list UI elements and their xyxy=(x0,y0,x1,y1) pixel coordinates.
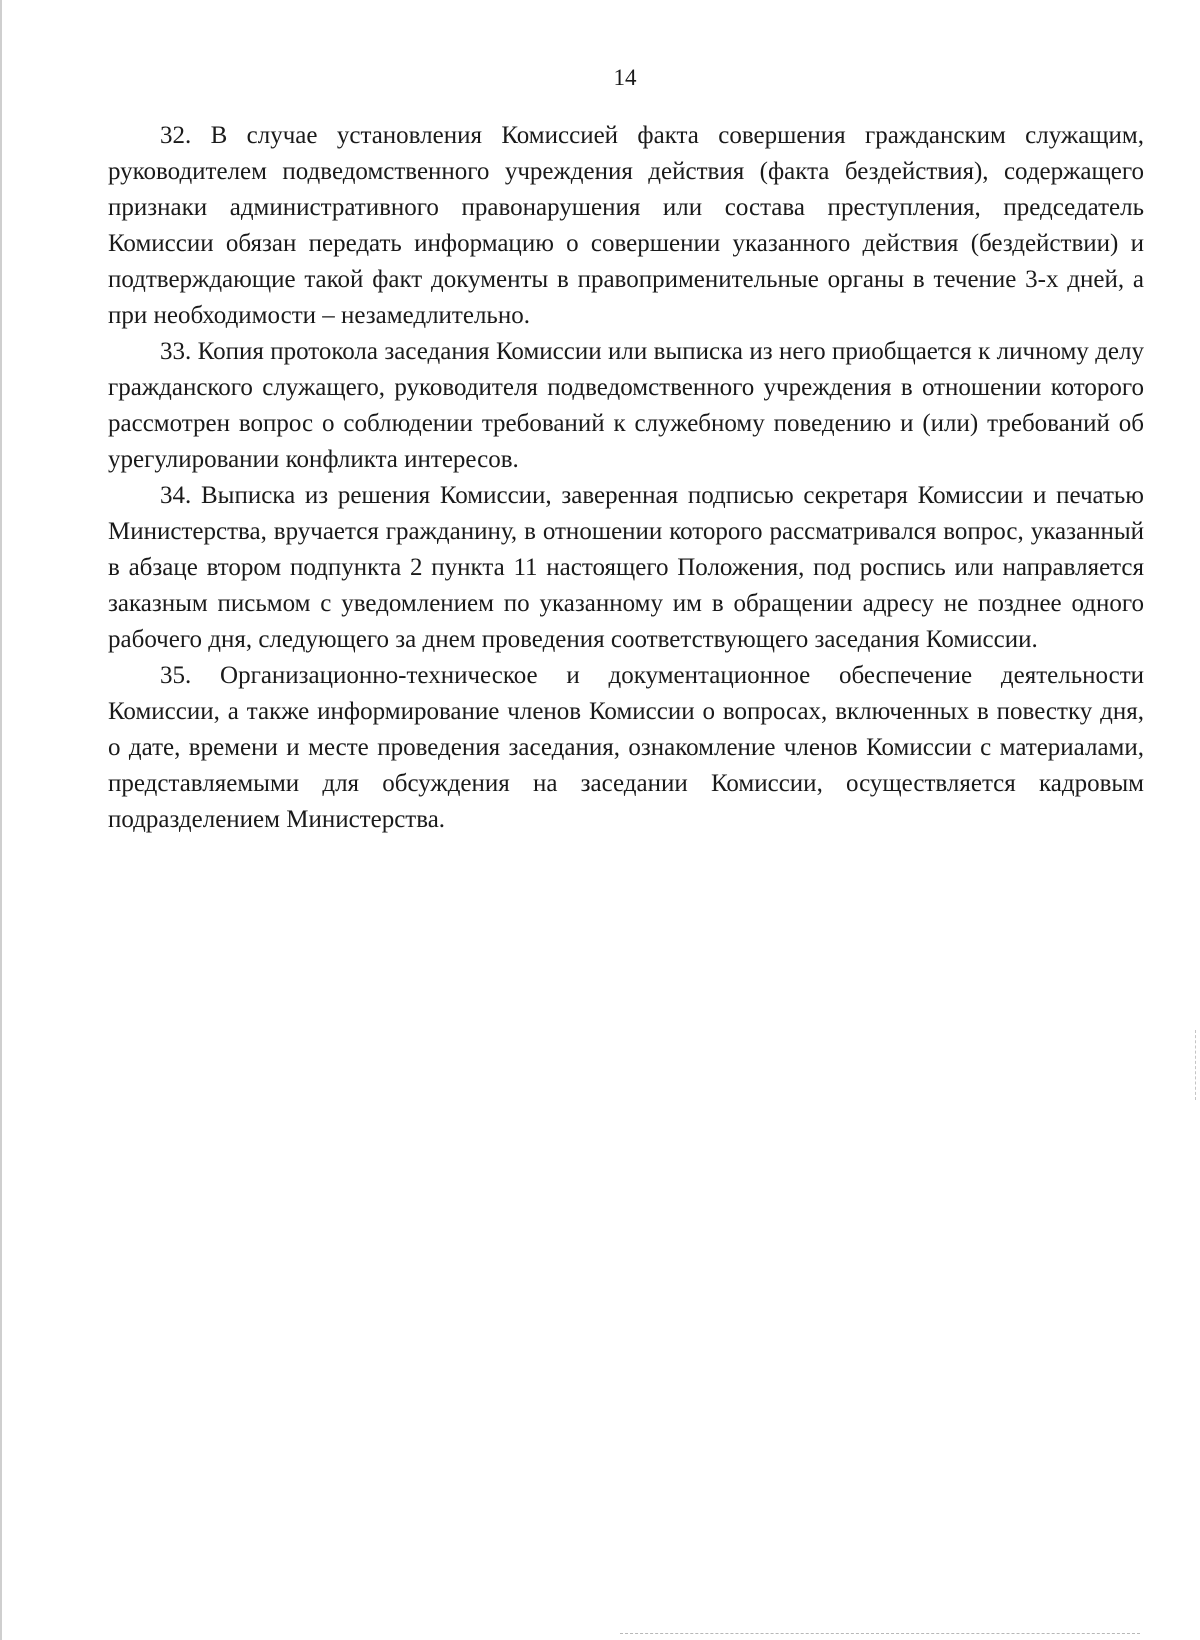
scan-edge-left xyxy=(0,0,2,1640)
scan-edge-bottom xyxy=(620,1633,1140,1635)
paragraph-32: 32. В случае установления Комиссией факта совершения гражданским служащим, руководителем подведомственного учреждения действия (факта бездействия), содержащего признаки административного правонарушения или состава преступления, председатель Комиссии обязан передать информацию о совершении указанного действия (бездействии) и подтверждающие такой факт документы в правоприменительные органы в течение 3-х дней, а при необходимости – незамедлительно. xyxy=(108,122,1144,329)
document-body xyxy=(108,118,1144,838)
page-number: 14 xyxy=(613,65,637,90)
paragraph-35: 35. Организационно-техническое и документационное обеспечение деятельности Комиссии, а также информирование членов Комиссии о вопросах, включенных в повестку дня, о дате, времени и месте проведения заседания, ознакомление членов Комиссии с материалами, представляемыми для обсуждения на заседании Комиссии, осуществляется кадровым подразделением Министерства. xyxy=(108,662,1144,833)
paragraph-34: 34. Выписка из решения Комиссии, заверенная подписью секретаря Комиссии и печатью Министерства, вручается гражданину, в отношении которого рассматривался вопрос, указанный в абзаце втором подпункта 2 пункта 11 настоящего Положения, под роспись или направляется заказным письмом с уведомлением по указанному им в обращении адресу не позднее одного рабочего дня, следующего за днем проведения соответствующего заседания Комиссии. xyxy=(108,482,1144,653)
paragraph-33: 33. Копия протокола заседания Комиссии или выписка из него приобщается к личному делу гражданского служащего, руководителя подведомственного учреждения в отношении которого рассмотрен вопрос о соблюдении требований к служебному поведению и (или) требований об урегулировании конфликта интересов. xyxy=(108,338,1144,473)
scan-mark-right xyxy=(1195,1030,1197,1100)
